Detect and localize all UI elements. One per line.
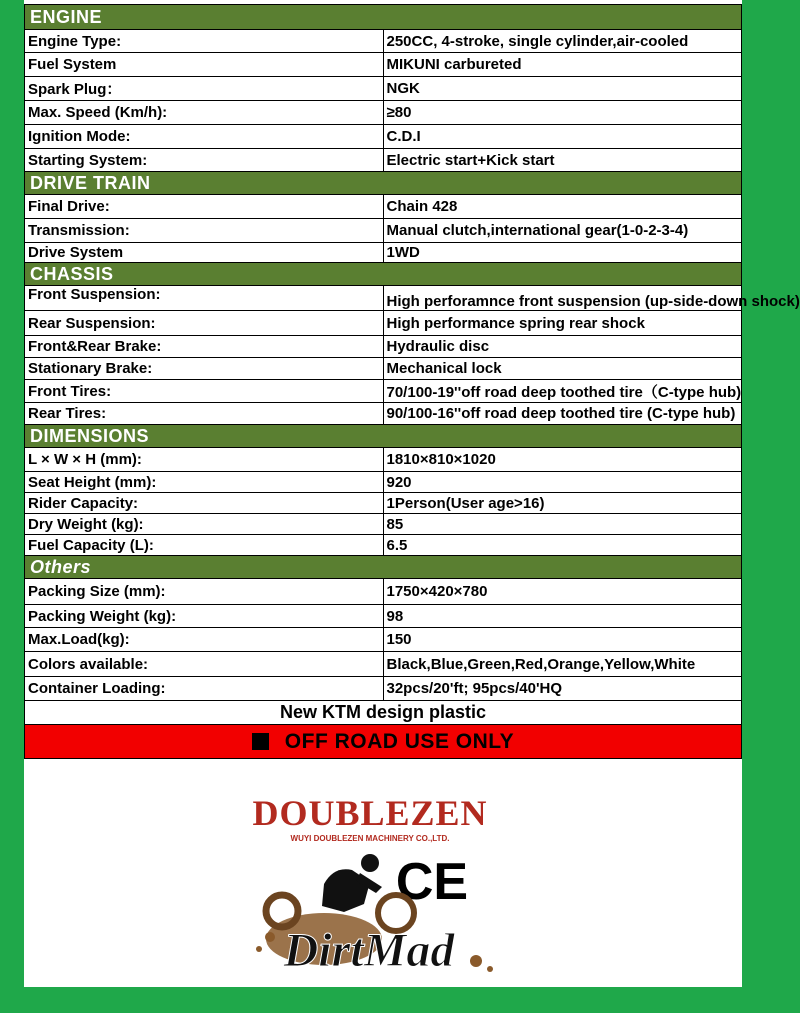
spec-label: Spark Plug： (25, 77, 384, 101)
spec-label: Fuel System (25, 53, 384, 77)
spec-value: Electric start+Kick start (383, 149, 742, 172)
spec-value: ≥80 (383, 101, 742, 125)
spec-value: NGK (383, 77, 742, 101)
spec-value: 98 (383, 605, 742, 628)
spec-table-body (25, 5, 800, 759)
spec-value: 70/100-19''off road deep toothed tire（C-type hub) (383, 380, 742, 403)
spec-value: 920 (383, 472, 742, 493)
spec-row (25, 336, 742, 358)
spec-value: Chain 428 (383, 195, 742, 219)
spec-label: Front Tires: (25, 380, 384, 403)
section-header (25, 556, 742, 579)
logo-area (24, 789, 742, 987)
spec-label: Drive System (25, 243, 384, 263)
section-title: DRIVE TRAIN (25, 172, 742, 195)
brand-logo-graphic (24, 789, 742, 987)
section-title: CHASSIS (25, 263, 742, 286)
spec-label: Packing Weight (kg): (25, 605, 384, 628)
spec-label: Front&Rear Brake: (25, 336, 384, 358)
spec-value: Mechanical lock (383, 358, 742, 380)
spec-value: 85 (383, 514, 742, 535)
spec-table (24, 4, 800, 759)
spec-row (25, 448, 742, 472)
spec-value: 250CC, 4-stroke, single cylinder,air-cooled (383, 30, 742, 53)
spec-row (25, 472, 742, 493)
spec-row (25, 403, 742, 425)
spec-label: Front Suspension: (25, 286, 384, 311)
spec-label: Max. Speed (Km/h): (25, 101, 384, 125)
spec-row (25, 652, 742, 677)
spec-row (25, 125, 742, 149)
spec-row (25, 514, 742, 535)
spec-row (25, 535, 742, 556)
spec-value: 32pcs/20'ft; 95pcs/40'HQ (383, 677, 742, 701)
spec-row (25, 605, 742, 628)
spec-value: 1WD (383, 243, 742, 263)
spec-row (25, 286, 742, 311)
spec-label: Container Loading: (25, 677, 384, 701)
spec-row (25, 53, 742, 77)
warning-text: OFF ROAD USE ONLY (284, 729, 515, 753)
spec-row (25, 579, 742, 605)
warning-banner (25, 725, 742, 759)
spec-row (25, 101, 742, 125)
note-text: New KTM design plastic (25, 701, 742, 725)
rider-silhouette (322, 854, 382, 912)
section-header (25, 425, 742, 448)
spec-label: Dry Weight (kg): (25, 514, 384, 535)
section-title: Others (25, 556, 742, 579)
spec-label: Engine Type: (25, 30, 384, 53)
spec-row (25, 311, 742, 336)
spec-row (25, 358, 742, 380)
spec-label: Colors available: (25, 652, 384, 677)
spec-label: Final Drive: (25, 195, 384, 219)
brand-subtitle: WUYI DOUBLEZEN MACHINERY CO.,LTD. (290, 834, 450, 843)
spec-label: Ignition Mode: (25, 125, 384, 149)
warning-cell (25, 725, 742, 759)
spec-row (25, 628, 742, 652)
spec-row (25, 493, 742, 514)
spec-label: Seat Height (mm): (25, 472, 384, 493)
brand-name: DOUBLEZEN (252, 793, 488, 833)
section-title: ENGINE (25, 5, 742, 30)
spec-label: L × W × H (mm): (25, 448, 384, 472)
spec-value: 1Person(User age>16) (383, 493, 742, 514)
spec-label: Rear Suspension: (25, 311, 384, 336)
spec-row (25, 677, 742, 701)
spec-value: Black,Blue,Green,Red,Orange,Yellow,White (383, 652, 742, 677)
spec-row (25, 195, 742, 219)
spec-label: Rider Capacity: (25, 493, 384, 514)
section-header (25, 263, 742, 286)
spec-value: High perforamnce front suspension (up-side-down shock) (383, 286, 742, 311)
spec-value: Hydraulic disc (383, 336, 742, 358)
section-title: DIMENSIONS (25, 425, 742, 448)
spec-value: Manual clutch,international gear(1-0-2-3-4) (383, 219, 742, 243)
spec-label: Transmission: (25, 219, 384, 243)
spec-row (25, 380, 742, 403)
spec-row (25, 77, 742, 101)
spec-label: Max.Load(kg): (25, 628, 384, 652)
sub-brand: DirtMad (283, 924, 455, 977)
spec-value: 1750×420×780 (383, 579, 742, 605)
spec-value: High performance spring rear shock (383, 311, 742, 336)
black-square-icon (252, 733, 269, 750)
spec-row (25, 30, 742, 53)
spec-label: Packing Size (mm): (25, 579, 384, 605)
spec-value: 1810×810×1020 (383, 448, 742, 472)
spec-row (25, 243, 742, 263)
spec-value: MIKUNI carbureted (383, 53, 742, 77)
section-header (25, 172, 742, 195)
spec-row (25, 219, 742, 243)
ce-mark: CE (395, 853, 469, 911)
spec-label: Fuel Capacity (L): (25, 535, 384, 556)
spec-value: 150 (383, 628, 742, 652)
spec-label: Starting System: (25, 149, 384, 172)
spec-label: Rear Tires: (25, 403, 384, 425)
section-header (25, 5, 742, 30)
note-row (25, 701, 742, 725)
spec-value: 6.5 (383, 535, 742, 556)
spec-value: 90/100-16''off road deep toothed tire (C-type hub) (383, 403, 742, 425)
spec-value: C.D.I (383, 125, 742, 149)
spec-row (25, 149, 742, 172)
spec-label: Stationary Brake: (25, 358, 384, 380)
